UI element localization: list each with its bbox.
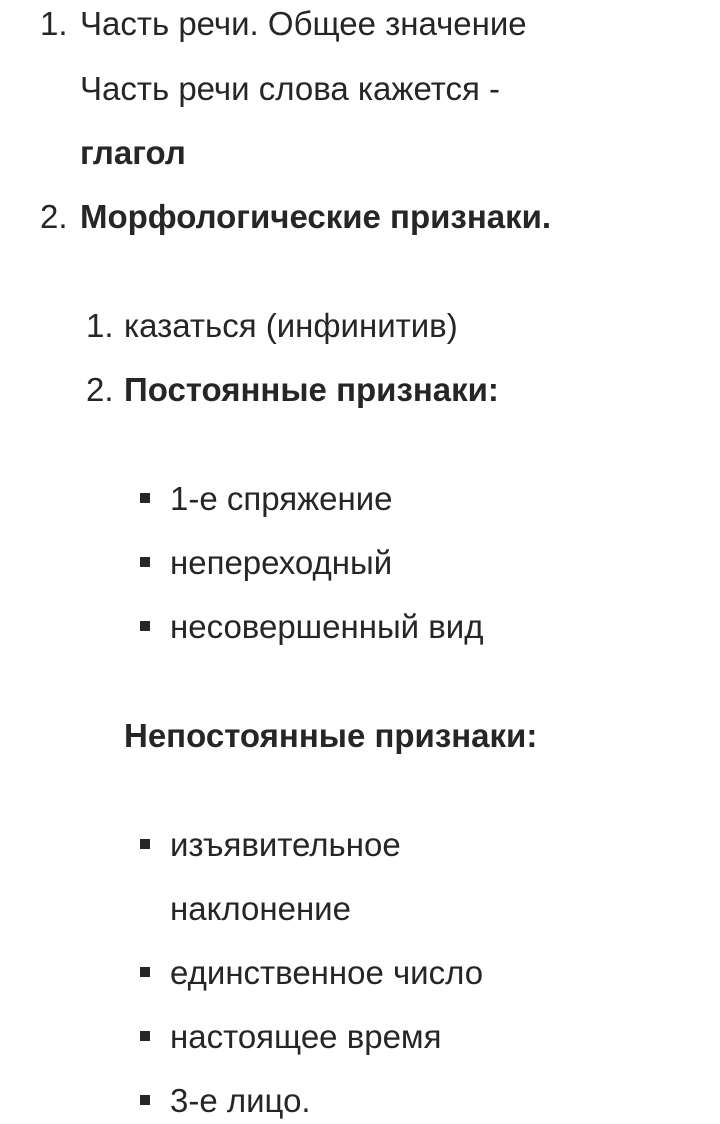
nonconstant-feature-item-continuation: наклонение — [170, 890, 351, 927]
nonconstant-feature-item: настоящее время — [170, 1018, 442, 1055]
bullet-icon — [140, 493, 150, 503]
constant-feature-item: 1-е спряжение — [170, 480, 393, 517]
sublist-number-1: 1. — [86, 307, 114, 344]
nonconstant-feature-item: 3-е лицо. — [170, 1082, 311, 1119]
list-number-2: 2. — [40, 198, 68, 235]
item1-text-line1: Часть речи слова кажется - — [80, 70, 501, 107]
bullet-icon — [140, 557, 150, 567]
item1-answer: глагол — [80, 134, 186, 171]
item2-heading: Морфологические признаки. — [80, 198, 552, 235]
bullet-icon — [140, 967, 150, 977]
bullet-icon — [140, 621, 150, 631]
sublist-number-2: 2. — [86, 371, 114, 408]
list-number-1: 1. — [40, 5, 68, 42]
nonconstant-features-heading: Непостоянные признаки: — [124, 717, 538, 754]
constant-feature-item: непереходный — [170, 544, 393, 581]
constant-features-heading: Постоянные признаки: — [124, 371, 499, 408]
bullet-icon — [140, 839, 150, 849]
sub1-text: казаться (инфинитив) — [124, 307, 458, 344]
nonconstant-feature-item: изъявительное — [170, 826, 401, 863]
bullet-icon — [140, 1031, 150, 1041]
nonconstant-feature-item: единственное число — [170, 954, 484, 991]
constant-feature-item: несовершенный вид — [170, 608, 484, 645]
bullet-icon — [140, 1095, 150, 1105]
item1-heading: Часть речи. Общее значение — [80, 5, 527, 42]
